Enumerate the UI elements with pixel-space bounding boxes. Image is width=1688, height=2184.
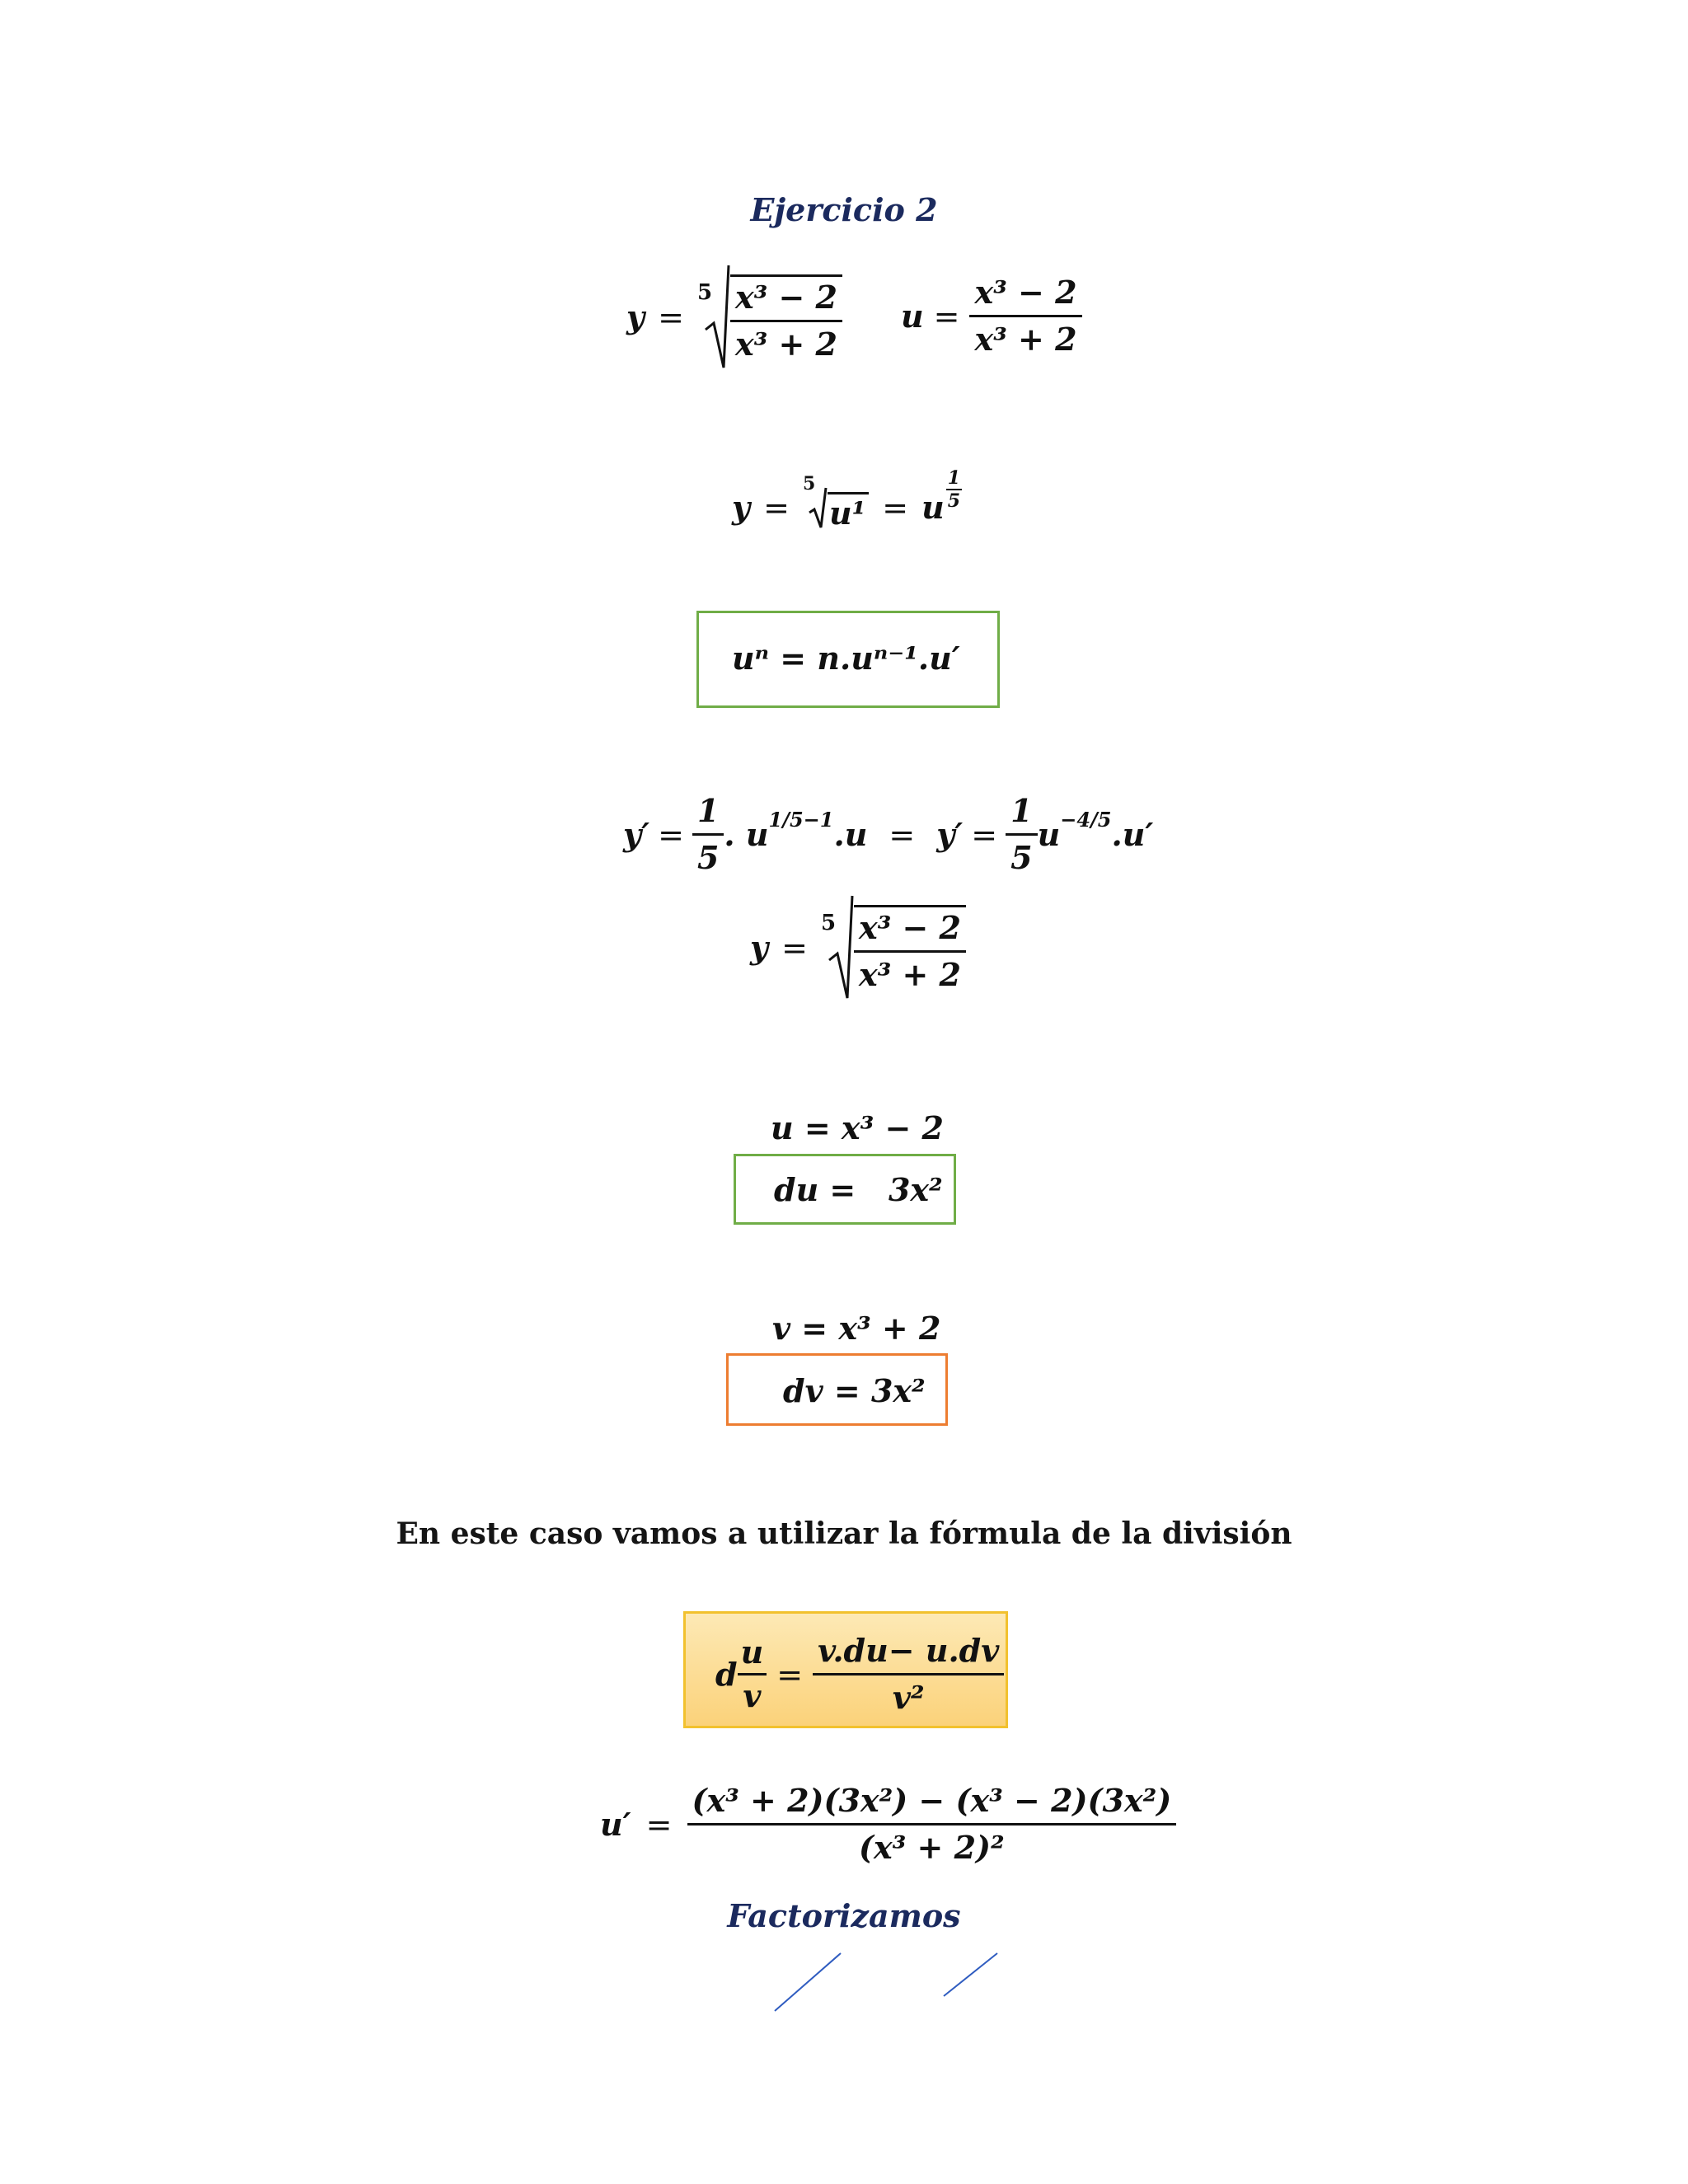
fraction-numerator: x³ − 2 [969,277,1081,317]
dv-equation: dv = 3x² [783,1372,926,1409]
fraction-numerator: x³ − 2 [730,282,842,322]
root-index: 5 [696,280,713,305]
quotient-rule-formula: d $\frac{u}{v}$ = $\frac{v.du- u.dv}{\text{v²}}$ [715,1635,1004,1713]
exponent-1: 1/5−1 [768,807,834,832]
u-prime-denominator: (x³ + 2)² [859,1829,1005,1866]
du-equation: du = 3x² [774,1171,943,1208]
term-u-2: u [1037,815,1061,853]
derivative-line: y′ = $\frac{1}{5}$ . u 1/5−1 .u = y′ = $\frac{1}{5}$ u −4/5 .u′ [623,792,1154,876]
page-title: Ejercicio 2 [750,191,938,228]
u-equation: u = x³ − 2 [771,1109,944,1146]
equation-y-root-2: y = 5 $\frac{\text{x³ − 2}}{\text{x³ + 2}}$ [750,894,966,1001]
u-prime-numerator: (x³ + 2)(3x²) − (x³ − 2)(3x²) [687,1785,1177,1825]
du-box [734,1154,956,1225]
radicand: u¹ [828,492,869,529]
fraction-numerator: x³ − 2 [854,912,966,953]
quotient-rule-box [683,1611,1008,1728]
equation-y-power: y = 5 u¹ = u $\frac{1}{5}$ [732,467,961,532]
radical [821,894,966,1001]
fraction-denominator: x³ + 2 [734,326,837,363]
y-var: y [750,929,769,966]
fraction-denominator: x³ + 2 [974,321,1077,358]
radical-small [802,473,869,532]
equation-u-def: u = $\frac{\text{x³ − 2}}{\text{x³ + 2}}$ [901,277,1082,355]
y-prime-2: y′ [936,815,964,853]
y-var: y [626,298,645,335]
dv-box [726,1353,948,1426]
section-subtitle: Factorizamos [727,1897,961,1934]
u-prime-equation: u′ = $\frac{\text{(x³ + 2)(3x²) − (x³ − 2)(3x²)}}{\text{(x³ + 2)²}}$ [600,1785,1176,1863]
root-index: 5 [802,473,816,494]
u-var: u [901,297,924,335]
explanation-sentence: En este caso vamos a utilizar la fórmula de la división [396,1516,1292,1551]
radical [697,264,842,371]
power-base: u [921,489,945,526]
v-equation: v = x³ + 2 [772,1310,941,1347]
exponent-2: −4/5 [1060,807,1112,832]
y-prime: y′ [623,815,650,853]
fraction-denominator: x³ + 2 [858,956,961,993]
y-var: y [732,489,751,526]
term-u: . u [724,815,769,853]
equation-y-root: y = 5 $\frac{\text{x³ − 2}}{\text{x³ + 2}}$ [626,264,842,371]
power-exponent: $\frac{1}{5}$ [947,467,961,512]
power-rule-formula: uⁿ = n.uⁿ⁻¹.u′ [732,640,960,677]
pen-strokes-icon [767,1945,1006,2019]
root-index: 5 [820,911,837,935]
power-rule-box [696,611,1000,708]
u-prime: u′ [600,1805,631,1843]
